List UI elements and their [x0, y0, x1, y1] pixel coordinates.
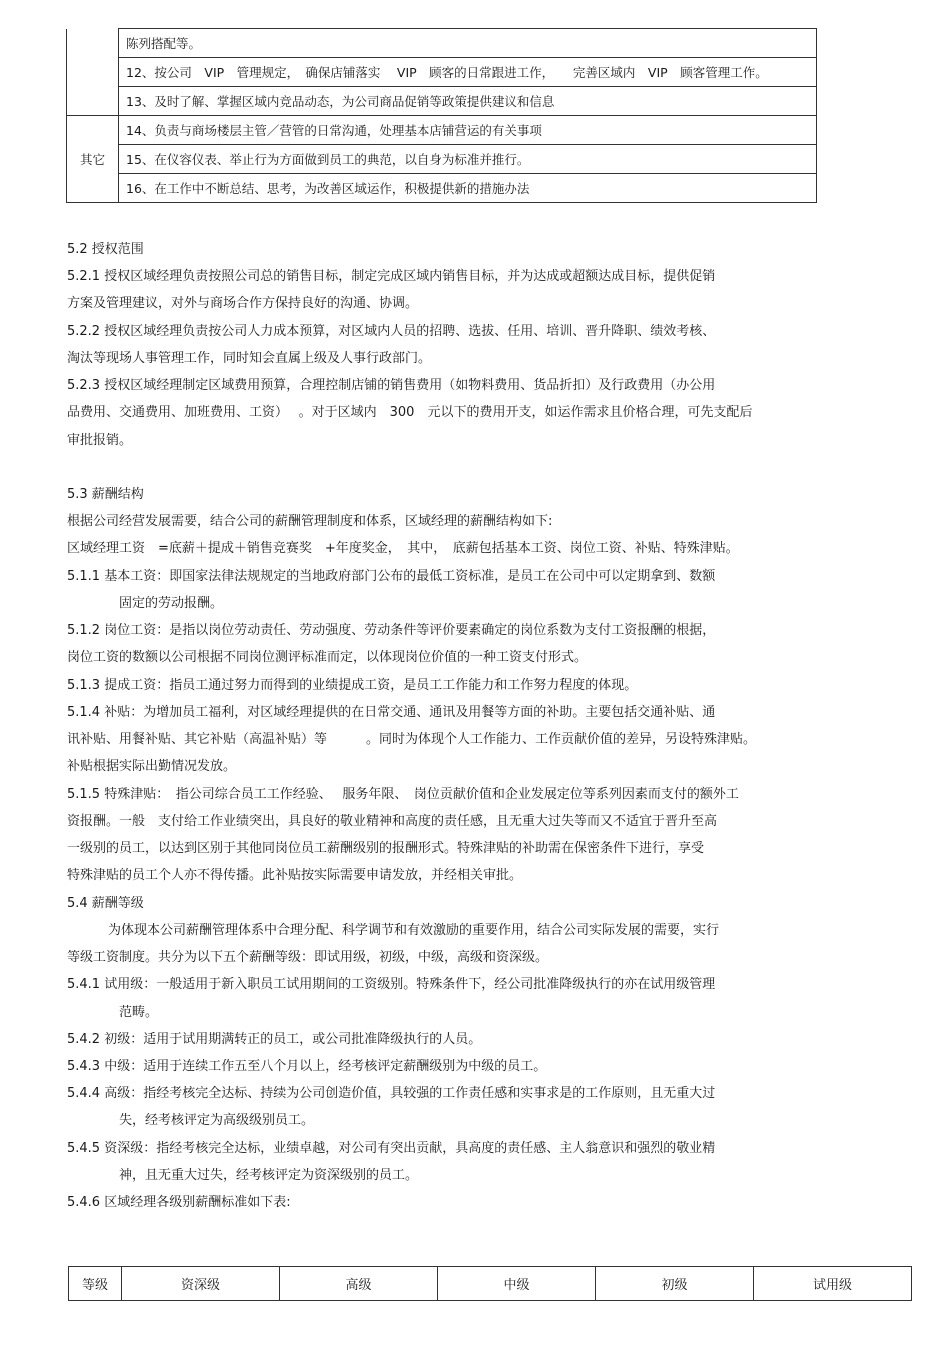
- header-cell-grade: 等级: [69, 1267, 122, 1301]
- paragraph-line: 神，且无重大过失，经考核评定为资深级别的员工。: [119, 1168, 419, 1183]
- header-cell-probation: 试用级: [754, 1267, 912, 1301]
- paragraph-line: 区域经理工资 =底薪＋提成＋销售竞赛奖 +年度奖金， 其中， 底薪包括基本工资、岗位工资、补贴、特殊津贴。: [67, 541, 739, 556]
- paragraph-line: 5.1.5 特殊津贴： 指公司综合员工工作经验、 服务年限、 岗位贡献价值和企业发展定位等系列因素而支付的额外工: [67, 787, 739, 802]
- paragraph-line: 5.1.3 提成工资：指员工通过努力而得到的业绩提成工资，是员工工作能力和工作努力程度的体现。: [67, 678, 638, 693]
- category-cell: [67, 29, 119, 116]
- paragraph-line: 为体现本公司薪酬管理体系中合理分配、科学调节和有效激励的重要作用，结合公司实际发展的需要，实行: [108, 923, 720, 938]
- paragraph-line: 5.4.6 区域经理各级别薪酬标准如下表:: [67, 1195, 291, 1210]
- duty-cell: 13、及时了解、掌握区域内竞品动态，为公司商品促销等政策提供建议和信息: [119, 87, 817, 116]
- paragraph-line: 一级别的员工，以达到区别于其他同岗位员工薪酬级别的报酬形式。特殊津贴的补助需在保密条件下进行，享受: [67, 841, 705, 856]
- category-cell: 其它: [67, 116, 119, 203]
- paragraph-line: 失，经考核评定为高级级别员工。: [119, 1113, 315, 1128]
- paragraph-line: 5.4.4 高级：指经考核完全达标、持续为公司创造价值，具较强的工作责任感和实事求是的工作原则，且无重大过: [67, 1086, 716, 1101]
- paragraph-line: 特殊津贴的员工个人亦不得传播。此补贴按实际需要申请发放，并经相关审批。: [67, 868, 523, 883]
- paragraph-line: 5.1.4 补贴：为增加员工福利，对区域经理提供的在日常交通、通讯及用餐等方面的补助。主要包括交通补贴、通: [67, 705, 716, 720]
- table-row: [67, 145, 817, 174]
- paragraph-line: 5.4.5 资深级：指经考核完全达标，业绩卓越，对公司有突出贡献，具高度的责任感、主人翁意识和强烈的敬业精: [67, 1141, 716, 1156]
- table-row: [67, 116, 817, 145]
- paragraph-line: 讯补贴、用餐补贴、其它补贴（高温补贴）等 。同时为体现个人工作能力、工作贡献价值的差异，另设特殊津贴。: [67, 732, 757, 747]
- paragraph-line: 等级工资制度。共分为以下五个薪酬等级：即试用级，初级，中级，高级和资深级。: [67, 950, 549, 965]
- duty-cell: 12、按公司 VIP 管理规定， 确保店铺落实 VIP 顾客的日常跟进工作， 完善区域内 VIP 顾客管理工作。: [119, 58, 817, 87]
- paragraph-line: 方案及管理建议，对外与商场合作方保持良好的沟通、协调。: [67, 296, 419, 311]
- duty-cell: 14、负责与商场楼层主管／营管的日常沟通，处理基本店铺营运的有关事项: [119, 116, 817, 145]
- paragraph-line: 岗位工资的数额以公司根据不同岗位测评标准而定，以体现岗位价值的一种工资支付形式。: [67, 650, 588, 665]
- table-header-row: [69, 1267, 912, 1301]
- paragraph-line: 5.4.2 初级：适用于试用期满转正的员工，或公司批准降级执行的人员。: [67, 1032, 482, 1047]
- section-heading: 5.3 薪酬结构: [67, 487, 144, 502]
- paragraph-line: 固定的劳动报酬。: [119, 596, 224, 611]
- paragraph-line: 品费用、交通费用、加班费用、工资） 。对于区域内 300 元以下的费用开支，如运作需求且价格合理，可先支配后: [67, 405, 753, 420]
- duty-cell: 15、在仪容仪表、举止行为方面做到员工的典范，以自身为标准并推行。: [119, 145, 817, 174]
- header-cell-junior: 初级: [596, 1267, 754, 1301]
- paragraph-line: 资报酬。一般 支付给工作业绩突出，具良好的敬业精神和高度的责任感，且无重大过失等而又不适宜于晋升至高: [67, 814, 718, 829]
- duty-cell: 16、在工作中不断总结、思考，为改善区域运作，积极提供新的措施办法: [119, 174, 817, 203]
- section-heading: 5.2 授权范围: [67, 242, 144, 257]
- paragraph-line: 5.4.3 中级：适用于连续工作五至八个月以上，经考核评定薪酬级别为中级的员工。: [67, 1059, 547, 1074]
- paragraph-line: 5.2.3 授权区域经理制定区域费用预算，合理控制店铺的销售费用（如物料费用、货品折扣）及行政费用（办公用: [67, 378, 716, 393]
- paragraph-line: 5.2.2 授权区域经理负责按公司人力成本预算，对区域内人员的招聘、选拔、任用、培训、晋升降职、绩效考核、: [67, 324, 716, 339]
- table-row: [67, 87, 817, 116]
- header-cell-advanced: 高级: [280, 1267, 438, 1301]
- paragraph-line: 补贴根据实际出勤情况发放。: [67, 759, 237, 774]
- paragraph-line: 5.4.1 试用级：一般适用于新入职员工试用期间的工资级别。特殊条件下，经公司批准降级执行的亦在试用级管理: [67, 977, 716, 992]
- table-row: [67, 29, 817, 58]
- paragraph-line: 淘汰等现场人事管理工作，同时知会直属上级及人事行政部门。: [67, 351, 432, 366]
- paragraph-line: 范畴。: [119, 1005, 159, 1020]
- salary-grade-table: [68, 1266, 912, 1301]
- duties-table: [66, 28, 817, 203]
- duty-cell: 陈列搭配等。: [119, 29, 817, 58]
- paragraph-line: 5.2.1 授权区域经理负责按照公司总的销售目标，制定完成区域内销售目标，并为达成或超额达成目标，提供促销: [67, 269, 716, 284]
- paragraph-line: 5.1.1 基本工资：即国家法律法规规定的当地政府部门公布的最低工资标准，是员工在公司中可以定期拿到、数额: [67, 569, 716, 584]
- header-cell-intermediate: 中级: [438, 1267, 596, 1301]
- paragraph-line: 5.1.2 岗位工资：是指以岗位劳动责任、劳动强度、劳动条件等评价要素确定的岗位系数为支付工资报酬的根据，: [67, 623, 716, 638]
- table-row: [67, 58, 817, 87]
- header-cell-senior: 资深级: [122, 1267, 280, 1301]
- paragraph-line: 根据公司经营发展需要，结合公司的薪酬管理制度和体系，区域经理的薪酬结构如下:: [67, 514, 553, 529]
- section-heading: 5.4 薪酬等级: [67, 896, 144, 911]
- table-row: [67, 174, 817, 203]
- paragraph-line: 审批报销。: [67, 433, 133, 448]
